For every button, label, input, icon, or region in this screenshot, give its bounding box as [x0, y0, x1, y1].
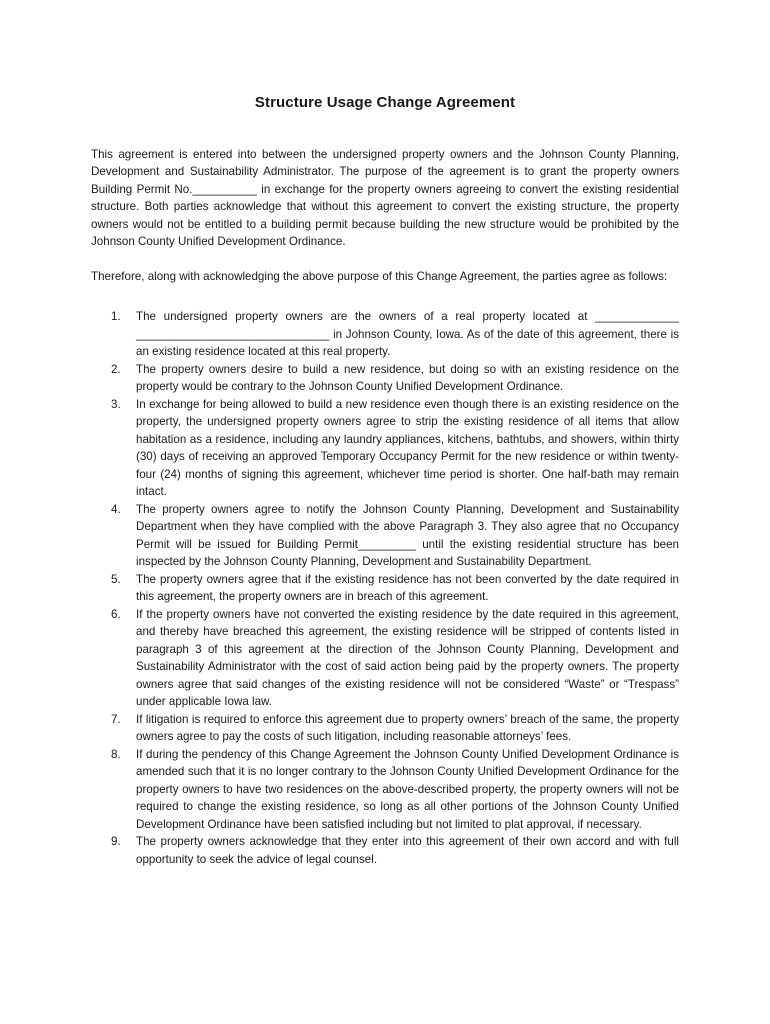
item-number: 5.	[111, 572, 121, 586]
item-text: If during the pendency of this Change Agreement the Johnson County Unified Development Ordinance is amended such that it is no longer contrary to the Johnson County Unified Development Ordinance for the property owners to have two residences on the above-described property, the property owners will not be required to change the existing residence, so long as all other portions of the Johnson County Unified Development Ordinance have been satisfied including but not limited to plat approval, if necessary.	[136, 747, 679, 831]
list-item	[91, 501, 679, 571]
list-item	[91, 361, 679, 396]
list-item	[91, 606, 679, 711]
item-text: The property owners acknowledge that they enter into this agreement of their own accord and with full opportunity to seek the advice of legal counsel.	[136, 835, 679, 866]
item-number: 1.	[111, 310, 121, 323]
item-text: If litigation is required to enforce this agreement due to property owners’ breach of the same, the property owners agree to pay the costs of such litigation, including reasonable attorneys’ fees.	[136, 712, 679, 743]
list-item	[91, 746, 679, 834]
item-text: The property owners agree to notify the Johnson County Planning, Development and Sustainability Department when they have complied with the above Paragraph 3. They also agree that no Occupancy Permit will be issued for Building Permit_________ until the existing residential structure has been inspected by the Johnson County Planning, Development and Sustainability Department.	[136, 502, 679, 568]
item-number: 7.	[111, 712, 121, 726]
intro-paragraph: This agreement is entered into between the undersigned property owners and the Johnson County Planning, Development and Sustainability Administrator. The purpose of the agreement is to grant the property owners Building Permit No.__________ in exchange for the property owners agreeing to convert the existing residential structure. Both parties acknowledge that without this agreement to convert the existing structure, the property owners would not be entitled to a building permit because building the new structure would be prohibited by the Johnson County Unified Development Ordinance.	[91, 147, 679, 249]
list-item	[91, 396, 679, 501]
agreement-list	[91, 308, 679, 868]
therefore-paragraph: Therefore, along with acknowledging the above purpose of this Change Agreement, the parties agree as follows:	[91, 269, 668, 283]
item-text: In exchange for being allowed to build a new residence even though there is an existing residence on the property, the undersigned property owners agree to strip the existing residence of all items that allow habitation as a residence, including any laundry appliances, kitchens, bathtubs, and showers, within thirty (30) days of receiving an approved Temporary Occupancy Permit for the new residence or within twenty-four (24) months of signing this agreement, whichever time period is shorter. One half-bath may remain intact.	[136, 397, 679, 498]
item-number: 9.	[111, 835, 121, 848]
item-text: The undersigned property owners are the owners of a real property located at _____________ ______________________________ in Johnson County, Iowa. As of the date of this agreement, there is an existing residence located at this real property.	[136, 310, 679, 358]
item-number: 8.	[111, 747, 121, 761]
list-item	[91, 571, 679, 606]
item-number: 2.	[111, 362, 121, 376]
item-text: If the property owners have not converted the existing residence by the date required in this agreement, and thereby have breached this agreement, the existing residence will be stripped of contents listed in paragraph 3 of this agreement at the direction of the Johnson County Planning, Development and Sustainability Administrator with the cost of said action being paid by the property owners. The property owners agree that said changes of the existing residence will not be considered “Waste” or “Trespass” under applicable Iowa law.	[136, 607, 679, 708]
item-text: The property owners agree that if the existing residence has not been converted by the date required in this agreement, the property owners are in breach of this agreement.	[136, 572, 679, 603]
item-text: The property owners desire to build a new residence, but doing so with an existing residence on the property would be contrary to the Johnson County Unified Development Ordinance.	[136, 362, 679, 393]
list-item	[91, 711, 679, 746]
item-number: 6.	[111, 607, 121, 621]
item-number: 4.	[111, 502, 121, 516]
list-item	[91, 833, 679, 868]
document-title: Structure Usage Change Agreement	[254, 94, 516, 111]
list-item	[91, 308, 679, 361]
item-number: 3.	[111, 397, 121, 411]
